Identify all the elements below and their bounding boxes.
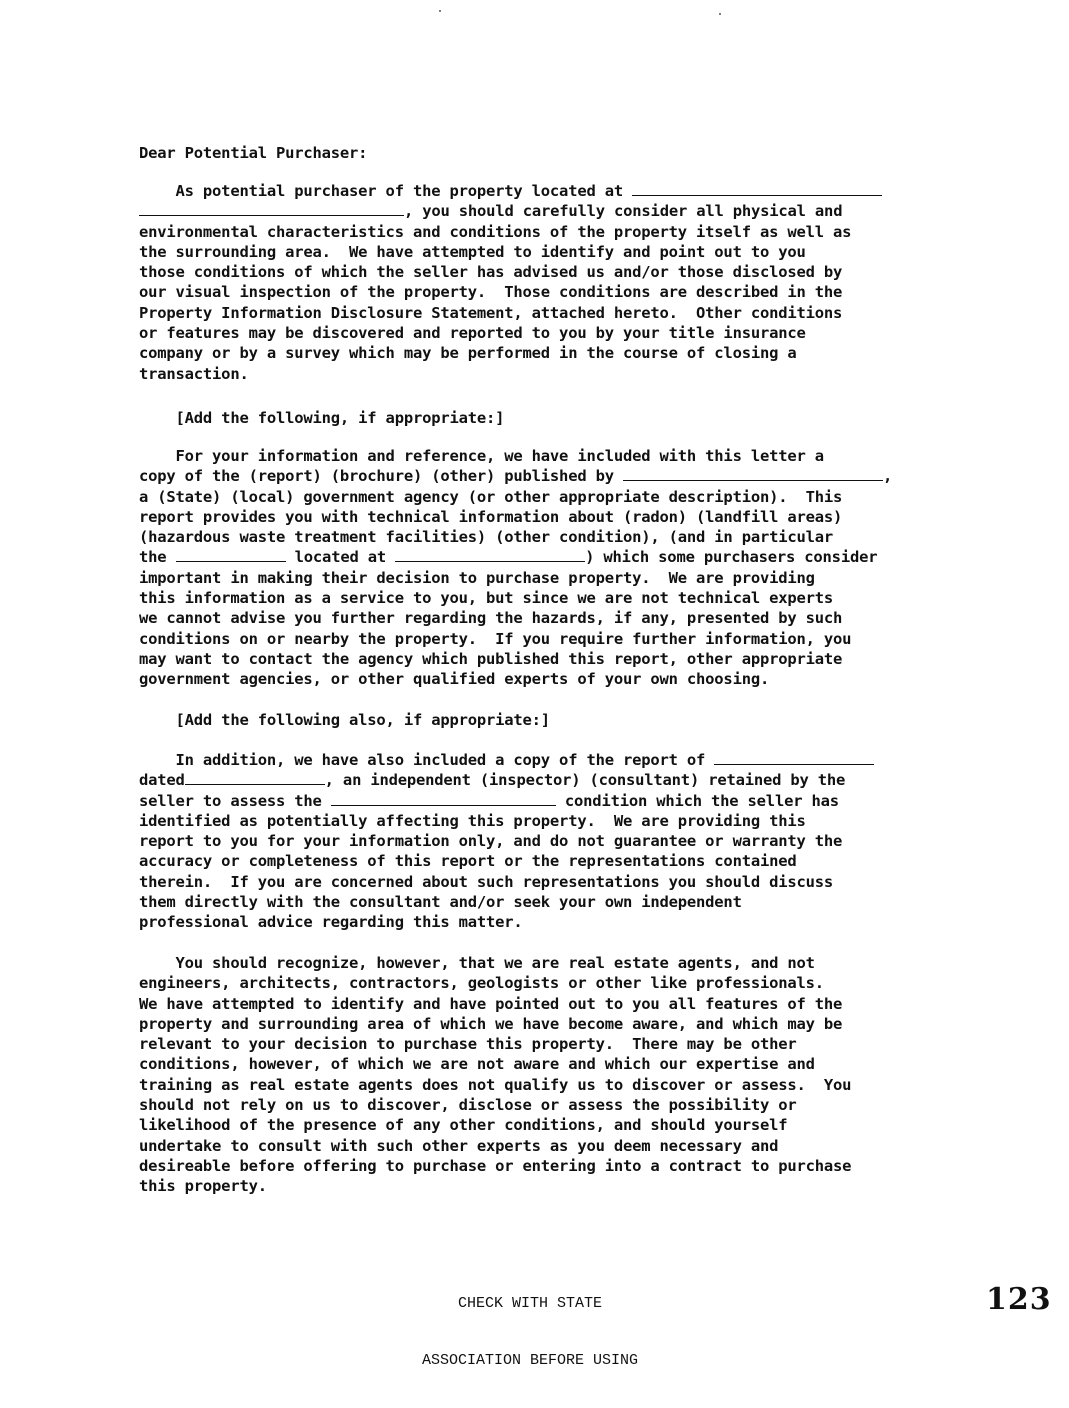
instruction-note-2: [Add the following also, if appropriate:] [139, 711, 550, 729]
fill-in-blank [714, 750, 874, 765]
paragraph-intro [139, 181, 969, 384]
text-segment: the [139, 548, 176, 567]
text-segment: report provides you with technical information about (radon) (landfill areas) [139, 507, 843, 526]
text-line [139, 1156, 969, 1176]
text-segment: accuracy or completeness of this report or the representations contained [139, 852, 797, 871]
footer-line-2: ASSOCIATION BEFORE USING [421, 1352, 639, 1369]
paragraph-information [139, 446, 969, 690]
text-line [139, 872, 969, 892]
fill-in-blank [331, 791, 556, 806]
text-segment: conditions on or nearby the property. If you require further information, you [139, 629, 852, 648]
text-segment: our visual inspection of the property. Those conditions are described in the [139, 283, 843, 302]
text-line [139, 588, 969, 608]
text-segment: identified as potentially affecting this property. We are providing this [139, 811, 806, 830]
salutation: Dear Potential Purchaser: [139, 144, 368, 162]
footer-notice [380, 1256, 680, 1408]
text-line [139, 1075, 969, 1095]
text-line [139, 262, 969, 282]
text-line [139, 222, 969, 242]
text-line [139, 912, 969, 932]
text-line [139, 629, 969, 649]
text-segment: relevant to your decision to purchase this property. There may be other [139, 1035, 797, 1054]
text-segment: For your information and reference, we have included with this letter a [139, 447, 824, 465]
fill-in-blank [185, 770, 325, 785]
scan-speck [439, 10, 441, 12]
text-line [139, 343, 969, 363]
paragraph-report [139, 750, 969, 933]
text-segment: them directly with the consultant and/or seek your own independent [139, 893, 742, 912]
text-segment: We have attempted to identify and have pointed out to you all features of the [139, 994, 843, 1013]
text-segment: transaction. [139, 364, 249, 383]
text-segment: report to you for your information only, and do not guarantee or warranty the [139, 832, 843, 851]
text-line [139, 1176, 969, 1196]
text-line [139, 791, 969, 811]
text-segment: In addition, we have also included a copy of the report of [139, 751, 715, 769]
text-segment: ) which some purchasers consider [585, 548, 878, 567]
text-segment: those conditions of which the seller has advised us and/or those disclosed by [139, 263, 843, 282]
text-line [139, 507, 969, 527]
text-line [139, 831, 969, 851]
text-segment: professional advice regarding this matter. [139, 913, 523, 932]
text-segment: As potential purchaser of the property located at [139, 182, 633, 200]
text-segment: copy of the (report) (brochure) (other) published by [139, 467, 623, 486]
text-line [139, 1115, 969, 1135]
text-segment: should not rely on us to discover, disclose or assess the possibility or [139, 1096, 797, 1115]
text-segment: or features may be discovered and reported to you by your title insurance [139, 324, 806, 343]
text-line [139, 1136, 969, 1156]
text-segment: government agencies, or other qualified experts of your own choosing. [139, 670, 770, 689]
text-segment: (hazardous waste treatment facilities) (other condition), (and in particular [139, 528, 834, 547]
text-line [139, 303, 969, 323]
text-segment: likelihood of the presence of any other conditions, and should yourself [139, 1116, 788, 1135]
text-segment: undertake to consult with such other experts as you deem necessary and [139, 1136, 779, 1155]
text-line [139, 770, 969, 790]
text-segment: environmental characteristics and conditions of the property itself as well as [139, 222, 852, 241]
text-line [139, 547, 969, 567]
text-segment: Property Information Disclosure Statement, attached hereto. Other conditions [139, 303, 843, 322]
text-line [139, 973, 969, 993]
text-segment: this property. [139, 1177, 267, 1196]
page-number: 123 [986, 1282, 1052, 1317]
fill-in-blank [176, 547, 286, 562]
text-segment: seller to assess the [139, 791, 331, 810]
text-segment: , an independent (inspector) (consultant) retained by the [324, 771, 846, 790]
text-segment: located at [285, 548, 396, 567]
text-segment: the surrounding area. We have attempted to identify and point out to you [139, 242, 806, 261]
text-segment: condition which the seller has [555, 791, 839, 810]
text-line [139, 892, 969, 912]
text-line [139, 364, 969, 384]
text-segment: training as real estate agents does not qualify us to discover or assess. You [139, 1075, 852, 1094]
text-line [139, 994, 969, 1014]
text-segment: desireable before offering to purchase or entering into a contract to purchase [139, 1156, 852, 1175]
text-line [139, 242, 969, 262]
text-line [139, 282, 969, 302]
text-line [139, 1014, 969, 1034]
text-segment: , you should carefully consider all physical and [404, 202, 843, 221]
fill-in-blank [395, 547, 585, 562]
text-segment: conditions, however, of which we are not aware and which our expertise and [139, 1055, 815, 1074]
text-line [139, 466, 969, 486]
text-line [139, 1095, 969, 1115]
text-segment: important in making their decision to purchase property. We are providing [139, 568, 815, 587]
text-segment: may want to contact the agency which published this report, other appropriate [139, 649, 843, 668]
instruction-note-1: [Add the following, if appropriate:] [139, 409, 505, 427]
text-line [139, 568, 969, 588]
text-segment: therein. If you are concerned about such representations you should discuss [139, 872, 834, 891]
text-line [139, 487, 969, 507]
text-segment: property and surrounding area of which we have become aware, and which may be [139, 1014, 843, 1033]
text-line [139, 811, 969, 831]
text-line [139, 851, 969, 871]
text-segment: we cannot advise you further regarding the hazards, if any, presented by such [139, 609, 843, 628]
text-segment: company or by a survey which may be performed in the course of closing a [139, 344, 797, 363]
text-line [139, 608, 969, 628]
text-segment: a (State) (local) government agency (or other appropriate description). This [139, 487, 843, 506]
fill-in-blank [632, 181, 882, 196]
text-line [139, 446, 969, 466]
fill-in-blank [139, 201, 404, 216]
text-line [139, 181, 969, 201]
text-line [139, 323, 969, 343]
text-line [139, 1034, 969, 1054]
text-segment: You should recognize, however, that we are real estate agents, and not [139, 954, 815, 972]
text-line [139, 750, 969, 770]
scan-speck [719, 13, 721, 15]
fill-in-blank [623, 466, 883, 481]
text-line [139, 953, 969, 973]
text-segment: dated [139, 771, 185, 790]
text-line [139, 649, 969, 669]
text-segment: engineers, architects, contractors, geologists or other like professionals. [139, 974, 824, 993]
footer-line-1: CHECK WITH STATE [457, 1295, 603, 1312]
text-line [139, 669, 969, 689]
text-line [139, 201, 969, 221]
text-line [139, 1054, 969, 1074]
text-line [139, 527, 969, 547]
text-segment: , [883, 467, 893, 486]
paragraph-disclaimer [139, 953, 969, 1197]
text-segment: this information as a service to you, but since we are not technical experts [139, 589, 834, 608]
